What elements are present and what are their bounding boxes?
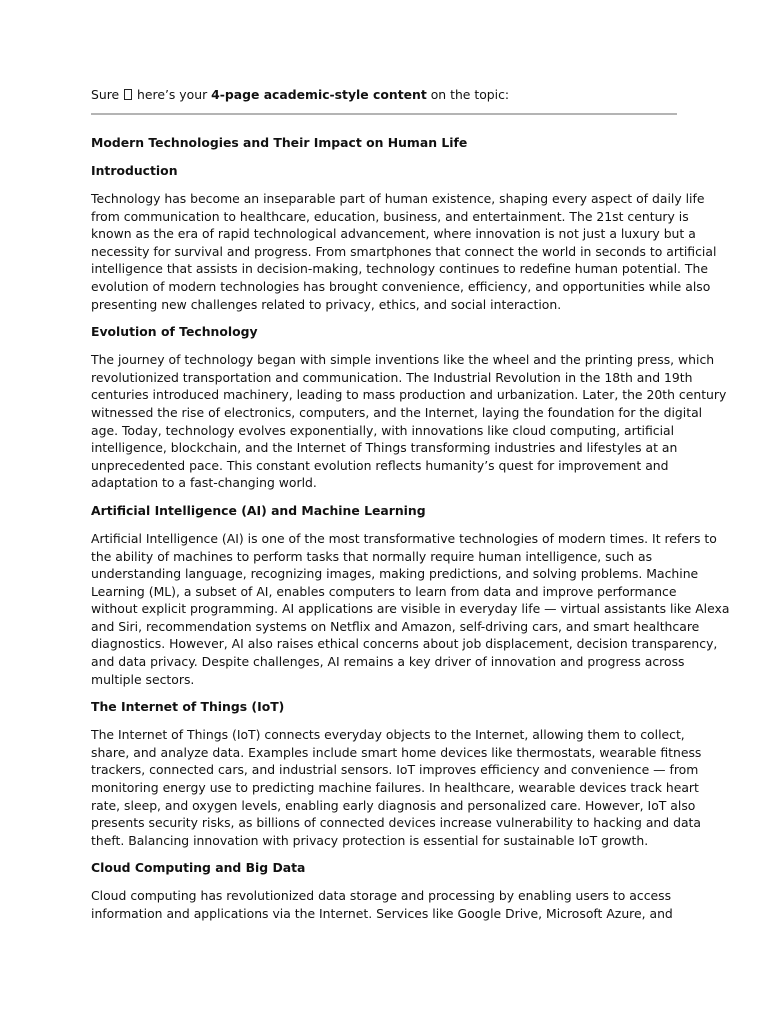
document-title: Modern Technologies and Their Impact on Human Life: [91, 135, 468, 150]
document-section: [91, 859, 679, 922]
section-heading: Cloud Computing and Big Data: [91, 860, 306, 876]
paragraph-line: diagnostics. However, AI also raises ethical concerns about job displacement, decision transparency,: [91, 636, 718, 652]
paragraph-line: age. Today, technology evolves exponentially, with innovations like cloud computing, artificial: [91, 422, 675, 438]
paragraph-line: revolutionized transportation and communication. The Industrial Revolution in the 18th and 19th: [91, 369, 693, 385]
intro-tail: on the topic:: [426, 87, 510, 102]
paragraph-line: Learning (ML), a subset of AI, enables computers to learn from data and improve performance: [91, 583, 677, 599]
paragraph-line: intelligence, blockchain, and the Internet of Things transforming industries and lifestyles at an: [91, 440, 678, 456]
paragraph-line: necessity for survival and progress. From smartphones that connect the world in seconds to artificial: [91, 243, 717, 259]
paragraph-line: Artificial Intelligence (AI) is one of the most transformative technologies of modern times. It refers to: [91, 530, 717, 546]
section-paragraph: [91, 351, 727, 492]
section-paragraph: [91, 887, 679, 922]
paragraph-line: understanding language, recognizing images, making predictions, and solving problems. Machine: [91, 566, 699, 582]
intro-bold: 4-page academic-style content: [211, 87, 427, 102]
paragraph-line: known as the era of rapid technological advancement, where innovation is not just a luxury but a: [91, 226, 696, 242]
document-section: [91, 323, 727, 492]
paragraph-line: from communication to healthcare, education, business, and entertainment. The 21st century is: [91, 208, 689, 224]
document-section: [91, 698, 702, 849]
paragraph-line: multiple sectors.: [91, 671, 195, 687]
paragraph-line: theft. Balancing innovation with privacy protection is essential for sustainable IoT growth.: [91, 832, 649, 848]
document-body: [91, 162, 730, 923]
document-page: [91, 86, 730, 923]
paragraph-line: information and applications via the Internet. Services like Google Drive, Microsoft Azure, and: [91, 906, 673, 921]
section-paragraph: [91, 190, 717, 313]
intro-before: Sure: [91, 87, 124, 102]
paragraph-line: intelligence that assists in decision-making, technology continues to redefine human potential. The: [91, 261, 708, 277]
section-heading: Artificial Intelligence (AI) and Machine Learning: [91, 502, 426, 518]
paragraph-line: trackers, connected cars, and industrial sensors. IoT improves efficiency and convenience — from: [91, 762, 699, 778]
section-paragraph: [91, 530, 730, 688]
paragraph-line: share, and analyze data. Examples include smart home devices like thermostats, wearable fitness: [91, 744, 702, 760]
paragraph-line: Technology has become an inseparable part of human existence, shaping every aspect of daily life: [91, 191, 705, 206]
paragraph-line: monitoring energy use to predicting machine failures. In healthcare, wearable devices track heart: [91, 780, 699, 796]
paragraph-line: presents security risks, as billions of connected devices increase vulnerability to hacking and data: [91, 815, 701, 831]
missing-glyph-icon: [124, 89, 132, 100]
paragraph-line: rate, sleep, and oxygen levels, enabling early diagnosis and personalized care. However, IoT also: [91, 797, 696, 813]
paragraph-line: adaptation to a fast-changing world.: [91, 475, 317, 491]
paragraph-line: The Internet of Things (IoT) connects everyday objects to the Internet, allowing them to collect,: [91, 727, 685, 743]
paragraph-line: and Siri, recommendation systems on Netflix and Amazon, self-driving cars, and smart healthcare: [91, 618, 700, 634]
paragraph-line: unprecedented pace. This constant evolution reflects humanity’s quest for improvement and: [91, 457, 669, 473]
section-heading: Introduction: [91, 163, 178, 178]
intro-line: [91, 86, 679, 104]
paragraph-line: without explicit programming. AI applications are visible in everyday life — virtual assistants like Alexa: [91, 601, 730, 617]
paragraph-line: Cloud computing has revolutionized data storage and processing by enabling users to access: [91, 888, 672, 904]
document-section: [91, 502, 730, 688]
horizontal-divider: [91, 113, 677, 115]
paragraph-line: presenting new challenges related to privacy, ethics, and social interaction.: [91, 296, 562, 312]
paragraph-line: centuries introduced machinery, leading to mass production and urbanization. Later, the 20th century: [91, 387, 727, 403]
paragraph-line: the ability of machines to perform tasks that normally require human intelligence, such as: [91, 548, 653, 564]
section-paragraph: [91, 726, 702, 849]
paragraph-line: evolution of modern technologies has brought convenience, efficiency, and opportunities while also: [91, 278, 711, 294]
section-heading: Evolution of Technology: [91, 324, 258, 340]
section-heading: The Internet of Things (IoT): [91, 699, 285, 715]
document-section: [91, 162, 717, 313]
paragraph-line: The journey of technology began with simple inventions like the wheel and the printing press, which: [91, 352, 715, 368]
intro-after: here’s your: [133, 87, 212, 102]
paragraph-line: and data privacy. Despite challenges, AI remains a key driver of innovation and progress across: [91, 654, 685, 670]
paragraph-line: witnessed the rise of electronics, computers, and the Internet, laying the foundation for the digital: [91, 404, 703, 420]
